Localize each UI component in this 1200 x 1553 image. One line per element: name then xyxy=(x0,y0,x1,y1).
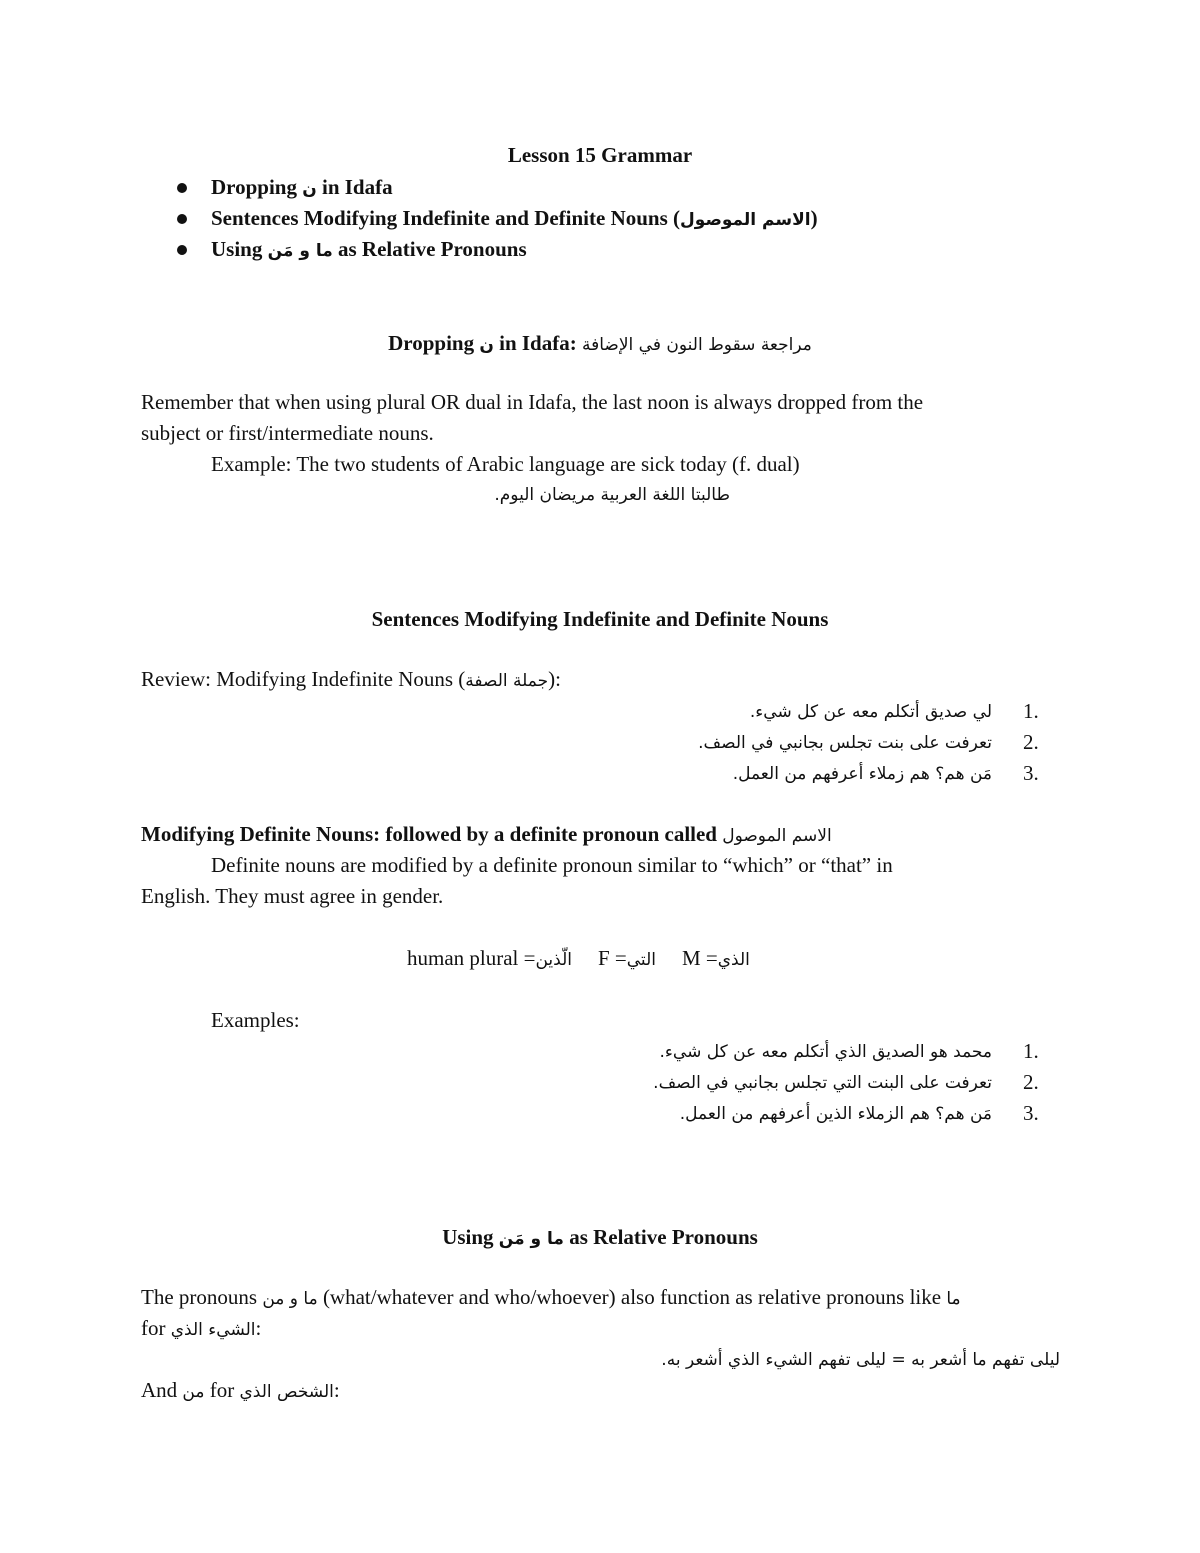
bullet-dot-icon xyxy=(177,183,187,193)
paragraph-line: subject or first/intermediate nouns. xyxy=(141,421,434,445)
bullet-dot-icon xyxy=(177,214,187,224)
paragraph-line: for الشيء الذي: xyxy=(141,1316,262,1340)
list-item: مَن هم؟ هم زملاء أعرفهم من العمل. xyxy=(732,764,992,784)
list-number: 3. xyxy=(1023,761,1039,785)
example-line: Example: The two students of Arabic language are sick today (f. dual) xyxy=(211,452,800,476)
definite-nouns-heading: Modifying Definite Nouns: followed by a definite pronoun called الاسم الموصول xyxy=(141,822,832,846)
list-item: لي صديق أتكلم معه عن كل شيء. xyxy=(749,702,992,722)
list-number: 3. xyxy=(1023,1101,1039,1125)
paragraph-line: Remember that when using plural OR dual in Idafa, the last noon is always dropped from the xyxy=(141,390,924,414)
bullet-item: Dropping ن in Idafa xyxy=(211,175,393,199)
list-item: تعرفت على البنت التي تجلس بجانبي في الصف. xyxy=(653,1073,992,1093)
list-number: 2. xyxy=(1023,1070,1039,1094)
paragraph-line: Definite nouns are modified by a definite pronoun similar to “which” or “that” in xyxy=(211,853,893,877)
bullet-dot-icon xyxy=(177,245,187,255)
list-item: محمد هو الصديق الذي أتكلم معه عن كل شيء. xyxy=(659,1042,992,1062)
list-number: 2. xyxy=(1023,730,1039,754)
paragraph-line: English. They must agree in gender. xyxy=(141,884,444,908)
list-item: تعرفت على بنت تجلس بجانبي في الصف. xyxy=(698,733,992,753)
list-number: 1. xyxy=(1023,1039,1039,1063)
list-number: 1. xyxy=(1023,699,1039,723)
section-heading-modifying-nouns: Sentences Modifying Indefinite and Definite Nouns xyxy=(371,607,829,631)
example-arabic: طالبتا اللغة العربية مريضان اليوم. xyxy=(494,485,730,505)
paragraph-line: And من for الشخص الذي: xyxy=(141,1378,340,1402)
pronoun-equation: human plural =الّذين F =التي M =الذي xyxy=(407,946,750,970)
section-heading-relative-pronouns: Using ما و مَن as Relative Pronouns xyxy=(442,1225,758,1249)
example-arabic: ليلى تفهم ما أشعر به = ليلى تفهم الشيء الذي أشعر به. xyxy=(661,1350,1060,1370)
review-line: Review: Modifying Indefinite Nouns (جملة الصفة): xyxy=(141,667,561,691)
list-item: مَن هم؟ هم الزملاء الذين أعرفهم من العمل. xyxy=(679,1104,992,1124)
paragraph-line: The pronouns ما و من (what/whatever and who/whoever) also function as relative pronouns like ما xyxy=(141,1285,961,1309)
bullet-item: Using ما و مَن as Relative Pronouns xyxy=(211,237,527,261)
section-heading-dropping-noon: Dropping ن in Idafa: مراجعة سقوط النون في الإضافة xyxy=(388,331,812,355)
examples-label: Examples: xyxy=(211,1008,300,1032)
page-title: Lesson 15 Grammar xyxy=(507,143,693,167)
bullet-item: Sentences Modifying Indefinite and Definite Nouns (الاسم الموصول) xyxy=(211,206,818,230)
